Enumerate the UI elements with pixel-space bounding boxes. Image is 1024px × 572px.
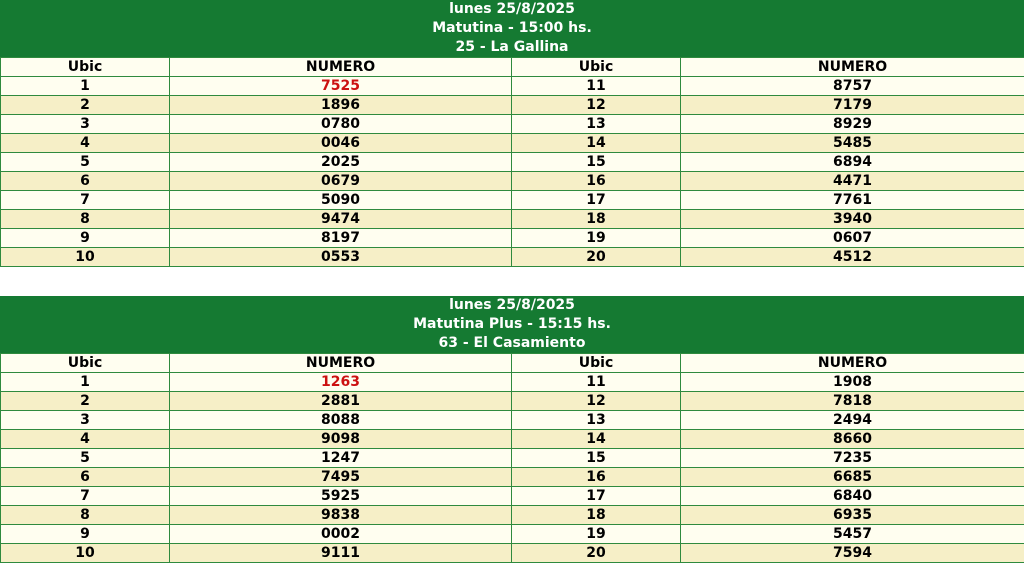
table-row bbox=[1, 544, 1024, 563]
draw-block bbox=[0, 0, 1024, 267]
number-cell: 0002 bbox=[170, 525, 512, 544]
number-cell: 9838 bbox=[170, 506, 512, 525]
col-header-ubic: Ubic bbox=[1, 354, 170, 373]
position-cell: 10 bbox=[1, 248, 170, 267]
draw-session: Matutina Plus - 15:15 hs. bbox=[413, 316, 611, 332]
number-cell: 7495 bbox=[170, 468, 512, 487]
number-cell: 4512 bbox=[681, 248, 1024, 267]
number-cell: 7761 bbox=[681, 191, 1024, 210]
draw-header bbox=[0, 0, 1024, 57]
results-table bbox=[0, 57, 1024, 267]
number-cell: 0607 bbox=[681, 229, 1024, 248]
number-cell: 0046 bbox=[170, 134, 512, 153]
table-row bbox=[1, 153, 1024, 172]
number-cell: 8929 bbox=[681, 115, 1024, 134]
position-cell: 15 bbox=[512, 153, 681, 172]
position-cell: 15 bbox=[512, 449, 681, 468]
number-cell: 8660 bbox=[681, 430, 1024, 449]
table-row bbox=[1, 373, 1024, 392]
position-cell: 14 bbox=[512, 430, 681, 449]
table-row bbox=[1, 506, 1024, 525]
table-row bbox=[1, 134, 1024, 153]
number-cell: 5925 bbox=[170, 487, 512, 506]
position-cell: 1 bbox=[1, 77, 170, 96]
position-cell: 16 bbox=[512, 172, 681, 191]
table-row bbox=[1, 96, 1024, 115]
position-cell: 20 bbox=[512, 248, 681, 267]
position-cell: 10 bbox=[1, 544, 170, 563]
number-cell: 6894 bbox=[681, 153, 1024, 172]
number-cell: 6840 bbox=[681, 487, 1024, 506]
winning-number-cell: 1263 bbox=[170, 373, 512, 392]
position-cell: 5 bbox=[1, 153, 170, 172]
draw-session: Matutina - 15:00 hs. bbox=[432, 20, 592, 36]
table-row bbox=[1, 77, 1024, 96]
table-row bbox=[1, 248, 1024, 267]
col-header-ubic: Ubic bbox=[512, 58, 681, 77]
position-cell: 12 bbox=[512, 392, 681, 411]
number-cell: 7179 bbox=[681, 96, 1024, 115]
position-cell: 6 bbox=[1, 172, 170, 191]
table-row bbox=[1, 172, 1024, 191]
draw-header bbox=[0, 296, 1024, 353]
number-cell: 1896 bbox=[170, 96, 512, 115]
col-header-numero: NUMERO bbox=[681, 354, 1024, 373]
position-cell: 8 bbox=[1, 210, 170, 229]
position-cell: 7 bbox=[1, 191, 170, 210]
position-cell: 18 bbox=[512, 210, 681, 229]
position-cell: 4 bbox=[1, 430, 170, 449]
position-cell: 6 bbox=[1, 468, 170, 487]
position-cell: 7 bbox=[1, 487, 170, 506]
position-cell: 20 bbox=[512, 544, 681, 563]
table-row bbox=[1, 115, 1024, 134]
position-cell: 3 bbox=[1, 115, 170, 134]
number-cell: 1247 bbox=[170, 449, 512, 468]
position-cell: 17 bbox=[512, 191, 681, 210]
position-cell: 17 bbox=[512, 487, 681, 506]
number-cell: 9098 bbox=[170, 430, 512, 449]
draw-head-number: 25 - La Gallina bbox=[455, 39, 569, 55]
table-row bbox=[1, 449, 1024, 468]
draw-date: lunes 25/8/2025 bbox=[449, 1, 575, 17]
position-cell: 3 bbox=[1, 411, 170, 430]
col-header-numero: NUMERO bbox=[170, 354, 512, 373]
position-cell: 16 bbox=[512, 468, 681, 487]
position-cell: 18 bbox=[512, 506, 681, 525]
draw-date: lunes 25/8/2025 bbox=[449, 297, 575, 313]
position-cell: 8 bbox=[1, 506, 170, 525]
number-cell: 3940 bbox=[681, 210, 1024, 229]
position-cell: 2 bbox=[1, 96, 170, 115]
number-cell: 9111 bbox=[170, 544, 512, 563]
position-cell: 9 bbox=[1, 229, 170, 248]
number-cell: 6935 bbox=[681, 506, 1024, 525]
table-row bbox=[1, 468, 1024, 487]
position-cell: 5 bbox=[1, 449, 170, 468]
position-cell: 1 bbox=[1, 373, 170, 392]
table-row bbox=[1, 392, 1024, 411]
table-row bbox=[1, 525, 1024, 544]
col-header-numero: NUMERO bbox=[681, 58, 1024, 77]
table-row bbox=[1, 210, 1024, 229]
position-cell: 4 bbox=[1, 134, 170, 153]
table-header-row bbox=[1, 58, 1024, 77]
table-row bbox=[1, 229, 1024, 248]
number-cell: 9474 bbox=[170, 210, 512, 229]
number-cell: 7594 bbox=[681, 544, 1024, 563]
position-cell: 14 bbox=[512, 134, 681, 153]
number-cell: 4471 bbox=[681, 172, 1024, 191]
position-cell: 13 bbox=[512, 411, 681, 430]
table-row bbox=[1, 191, 1024, 210]
number-cell: 6685 bbox=[681, 468, 1024, 487]
results-table bbox=[0, 353, 1024, 563]
number-cell: 5457 bbox=[681, 525, 1024, 544]
winning-number-cell: 7525 bbox=[170, 77, 512, 96]
number-cell: 0553 bbox=[170, 248, 512, 267]
col-header-numero: NUMERO bbox=[170, 58, 512, 77]
col-header-ubic: Ubic bbox=[512, 354, 681, 373]
position-cell: 11 bbox=[512, 77, 681, 96]
position-cell: 9 bbox=[1, 525, 170, 544]
position-cell: 19 bbox=[512, 525, 681, 544]
table-header-row bbox=[1, 354, 1024, 373]
number-cell: 7235 bbox=[681, 449, 1024, 468]
number-cell: 0679 bbox=[170, 172, 512, 191]
table-row bbox=[1, 430, 1024, 449]
draw-head-number: 63 - El Casamiento bbox=[438, 335, 586, 351]
number-cell: 8088 bbox=[170, 411, 512, 430]
number-cell: 5485 bbox=[681, 134, 1024, 153]
number-cell: 2881 bbox=[170, 392, 512, 411]
col-header-ubic: Ubic bbox=[1, 58, 170, 77]
number-cell: 7818 bbox=[681, 392, 1024, 411]
number-cell: 2494 bbox=[681, 411, 1024, 430]
position-cell: 19 bbox=[512, 229, 681, 248]
number-cell: 5090 bbox=[170, 191, 512, 210]
position-cell: 13 bbox=[512, 115, 681, 134]
number-cell: 1908 bbox=[681, 373, 1024, 392]
number-cell: 8197 bbox=[170, 229, 512, 248]
number-cell: 8757 bbox=[681, 77, 1024, 96]
number-cell: 0780 bbox=[170, 115, 512, 134]
number-cell: 2025 bbox=[170, 153, 512, 172]
position-cell: 2 bbox=[1, 392, 170, 411]
table-row bbox=[1, 487, 1024, 506]
position-cell: 11 bbox=[512, 373, 681, 392]
position-cell: 12 bbox=[512, 96, 681, 115]
draw-block bbox=[0, 296, 1024, 563]
table-row bbox=[1, 411, 1024, 430]
